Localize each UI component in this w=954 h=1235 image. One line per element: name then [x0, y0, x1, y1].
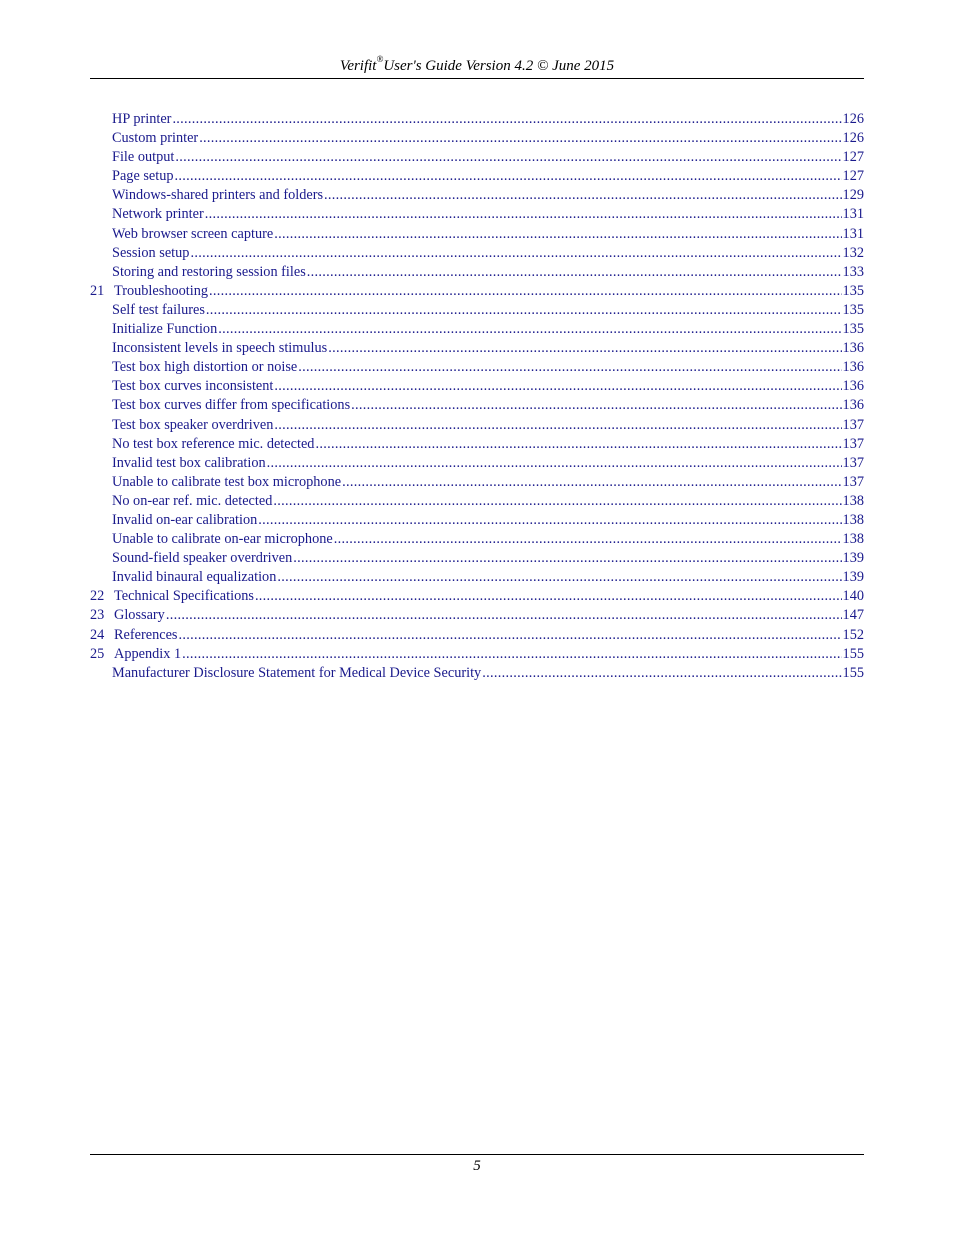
toc-entry-title: Initialize Function — [112, 321, 218, 338]
toc-page-number: 138 — [842, 492, 864, 509]
toc-section-entry[interactable] — [90, 569, 864, 588]
toc-page-number: 136 — [842, 359, 864, 376]
toc-page-number: 138 — [842, 531, 864, 548]
toc-dot-leader — [182, 646, 841, 663]
toc-entry-title: Manufacturer Disclosure Statement for Medical Device Security — [112, 664, 482, 681]
toc-section-entry[interactable] — [90, 550, 864, 569]
toc-entry-title: HP printer — [112, 111, 172, 127]
toc-entry-title: References — [114, 626, 178, 643]
toc-section-entry[interactable] — [90, 168, 864, 187]
toc-dot-leader — [179, 627, 842, 644]
toc-entry-title: No test box reference mic. detected — [112, 435, 315, 452]
toc-section-entry[interactable] — [90, 531, 864, 550]
toc-dot-leader — [218, 321, 841, 338]
toc-section-entry[interactable] — [90, 187, 864, 206]
toc-dot-leader — [274, 226, 841, 243]
toc-entry-title: Technical Specifications — [114, 588, 254, 605]
registered-mark: ® — [376, 54, 384, 64]
toc-section-entry[interactable] — [90, 321, 864, 340]
toc-dot-leader — [273, 493, 841, 510]
toc-dot-leader — [190, 245, 841, 262]
toc-page-number: 135 — [842, 282, 864, 299]
toc-chapter-entry[interactable] — [90, 588, 864, 607]
toc-dot-leader — [258, 512, 841, 529]
toc-entry-title: Invalid on-ear calibration — [112, 511, 258, 528]
toc-section-entry[interactable] — [90, 206, 864, 225]
toc-dot-leader — [175, 149, 841, 166]
toc-entry-title: Invalid test box calibration — [112, 454, 266, 471]
toc-section-entry[interactable] — [90, 436, 864, 455]
toc-section-entry[interactable] — [90, 245, 864, 264]
toc-dot-leader — [351, 397, 841, 414]
toc-entry-title: Session setup — [112, 244, 190, 261]
toc-dot-leader — [482, 665, 841, 682]
toc-page-number: 136 — [842, 397, 864, 414]
footer-rule — [90, 1154, 864, 1155]
toc-entry-title: Glossary — [114, 607, 165, 624]
toc-section-entry[interactable] — [90, 226, 864, 245]
toc-entry-title: File output — [112, 149, 175, 166]
toc-page-number: 138 — [842, 511, 864, 528]
toc-page-number: 137 — [842, 454, 864, 471]
toc-dot-leader — [298, 359, 841, 376]
toc-dot-leader — [274, 378, 841, 395]
toc-section-entry[interactable] — [90, 665, 864, 684]
toc-entry-title: Custom printer — [112, 130, 199, 147]
toc-entry-title: Troubleshooting — [114, 282, 209, 299]
toc-page-number: 127 — [842, 168, 864, 185]
toc-chapter-number: 25 — [90, 645, 105, 662]
toc-dot-leader — [328, 340, 841, 357]
toc-dot-leader — [274, 417, 841, 434]
toc-page-number: 155 — [842, 645, 864, 662]
toc-section-entry[interactable] — [90, 264, 864, 283]
toc-dot-leader — [205, 206, 842, 223]
toc-dot-leader — [267, 455, 842, 472]
toc-page-number: 127 — [842, 149, 864, 166]
toc-page-number: 133 — [842, 263, 864, 280]
toc-page-number: 139 — [842, 550, 864, 567]
toc-page-number: 126 — [842, 130, 864, 147]
toc-page-number: 131 — [842, 225, 864, 242]
toc-page-number: 140 — [842, 588, 864, 605]
toc-dot-leader — [175, 168, 842, 185]
toc-section-entry[interactable] — [90, 130, 864, 149]
toc-page-number: 126 — [842, 111, 864, 127]
toc-entry-title: Test box curves inconsistent — [112, 378, 274, 395]
toc-entry-title: Page setup — [112, 168, 174, 185]
page-number: 5 — [473, 1158, 481, 1174]
toc-page-number: 147 — [842, 607, 864, 624]
toc-dot-leader — [315, 436, 841, 453]
toc-dot-leader — [293, 550, 841, 567]
toc-dot-leader — [334, 531, 842, 548]
toc-entry-title: Unable to calibrate test box microphone — [112, 473, 342, 490]
toc-dot-leader — [199, 130, 841, 147]
toc-entry-title: Inconsistent levels in speech stimulus — [112, 340, 328, 357]
toc-dot-leader — [206, 302, 842, 319]
toc-page-number: 155 — [842, 664, 864, 681]
toc-entry-title: Network printer — [112, 206, 204, 223]
toc-entry-title: No on-ear ref. mic. detected — [112, 492, 273, 509]
toc-dot-leader — [324, 187, 842, 204]
toc-entry-title: Unable to calibrate on-ear microphone — [112, 531, 333, 548]
toc-page-number: 132 — [842, 244, 864, 261]
brand-name: Verifit — [339, 58, 377, 74]
toc-dot-leader — [255, 588, 842, 605]
table-of-contents — [90, 111, 864, 684]
toc-chapter-entry[interactable] — [90, 646, 864, 665]
toc-dot-leader — [342, 474, 841, 491]
toc-dot-leader — [307, 264, 842, 281]
toc-section-entry[interactable] — [90, 493, 864, 512]
toc-page-number: 135 — [842, 321, 864, 338]
toc-chapter-entry[interactable] — [90, 607, 864, 626]
toc-entry-title: Test box speaker overdriven — [112, 416, 274, 433]
toc-entry-title: Test box curves differ from specifications — [112, 397, 351, 414]
toc-page-number: 137 — [842, 416, 864, 433]
toc-entry-title: Invalid binaural equalization — [112, 569, 277, 586]
toc-chapter-entry[interactable] — [90, 627, 864, 646]
toc-entry-title: Sound-field speaker overdriven — [112, 550, 293, 567]
toc-section-entry[interactable] — [90, 302, 864, 321]
toc-entry-title: Windows-shared printers and folders — [112, 187, 324, 204]
toc-section-entry[interactable] — [90, 512, 864, 531]
toc-chapter-number: 22 — [90, 588, 105, 605]
toc-entry-title: Appendix 1 — [114, 645, 182, 662]
toc-page-number: 136 — [842, 378, 864, 395]
toc-entry-title: Test box high distortion or noise — [112, 359, 298, 376]
toc-entry-title: Self test failures — [112, 301, 205, 318]
toc-section-entry[interactable] — [90, 359, 864, 378]
toc-section-entry[interactable] — [90, 455, 864, 474]
header-text: User's Guide Version 4.2 © June 2015 — [383, 58, 615, 74]
toc-section-entry[interactable] — [90, 417, 864, 436]
toc-dot-leader — [209, 283, 842, 300]
toc-chapter-number: 23 — [90, 607, 105, 624]
toc-entry-title: Storing and restoring session files — [112, 263, 306, 280]
toc-chapter-entry[interactable] — [90, 283, 864, 302]
toc-page-number: 135 — [842, 301, 864, 318]
toc-page-number: 139 — [842, 569, 864, 586]
toc-section-entry[interactable] — [90, 111, 864, 130]
toc-chapter-number: 21 — [90, 282, 105, 299]
toc-section-entry[interactable] — [90, 474, 864, 493]
toc-page-number: 137 — [842, 473, 864, 490]
toc-dot-leader — [277, 569, 841, 586]
toc-dot-leader — [166, 607, 842, 624]
toc-page-number: 137 — [842, 435, 864, 452]
header-rule — [90, 78, 864, 79]
toc-page-number: 129 — [842, 187, 864, 204]
page-header — [90, 56, 864, 75]
toc-chapter-number: 24 — [90, 626, 105, 643]
toc-section-entry[interactable] — [90, 340, 864, 359]
toc-page-number: 136 — [842, 340, 864, 357]
toc-page-number: 131 — [842, 206, 864, 223]
toc-entry-title: Web browser screen capture — [112, 225, 274, 242]
toc-section-entry[interactable] — [90, 149, 864, 168]
toc-section-entry[interactable] — [90, 397, 864, 416]
toc-page-number: 152 — [842, 626, 864, 643]
toc-dot-leader — [172, 111, 841, 128]
toc-section-entry[interactable] — [90, 378, 864, 397]
